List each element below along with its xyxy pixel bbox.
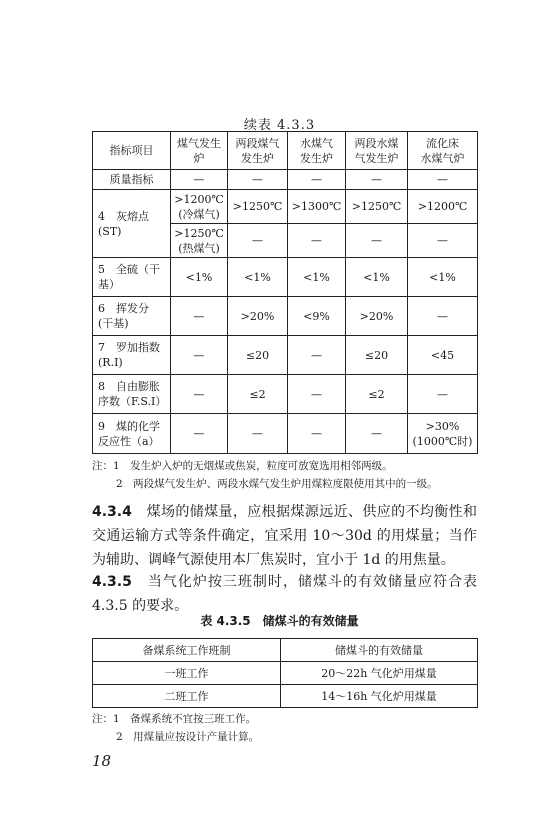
table-cell: >1250℃ (热煤气) <box>171 224 228 258</box>
table-cell: ≤20 <box>228 336 288 375</box>
table-cell: >20% <box>346 297 408 336</box>
page-number: 18 <box>92 752 112 770</box>
table-cell: — <box>171 297 228 336</box>
table-note: 注：1 备煤系统不宜按三班工作。 <box>92 713 257 725</box>
table-caption-continued: 续表 4.3.3 <box>243 118 316 133</box>
table-cell: — <box>288 375 346 414</box>
table-cell: — <box>171 336 228 375</box>
header-cell: 两段水煤 气发生炉 <box>346 132 408 170</box>
table-cell: — <box>346 224 408 258</box>
table-cell: — <box>288 170 346 190</box>
table-cell: 一班工作 <box>93 662 281 685</box>
table-cell: 7 罗加指数 (R.I) <box>93 336 171 375</box>
table-cell: <9% <box>288 297 346 336</box>
table-cell: — <box>228 170 288 190</box>
table-row <box>93 170 478 190</box>
clause-text: 煤场的储煤量，应根据煤源远近、供应的不均衡性和交通运输方式等条件确定，宜采用 10～30d 的用煤量；当作为辅助、调峰气源使用本厂焦炭时，宜小于 1d 的用焦量。 <box>92 504 478 568</box>
clause-4-3-4 <box>92 500 477 572</box>
table-cell: >1200℃ <box>408 190 478 224</box>
clause-4-3-5 <box>92 570 477 618</box>
table-cell: — <box>171 375 228 414</box>
table-cell: 质量指标 <box>93 170 171 190</box>
clause-number: 4.3.5 <box>92 574 132 590</box>
header-cell: 流化床 水煤气炉 <box>408 132 478 170</box>
coal-bunker-storage-table <box>92 638 478 708</box>
table-cell: >1250℃ <box>228 190 288 224</box>
table-cell: — <box>408 375 478 414</box>
table-row <box>93 414 478 454</box>
table-note: 2 用煤量应按设计产量计算。 <box>116 731 260 743</box>
table-cell: <1% <box>288 258 346 297</box>
table-cell: <1% <box>346 258 408 297</box>
table-cell: 14～16h 气化炉用煤量 <box>281 685 478 708</box>
header-cell: 两段煤气 发生炉 <box>228 132 288 170</box>
table-header-row <box>93 132 478 170</box>
table-cell: ≤2 <box>346 375 408 414</box>
table-cell: — <box>228 414 288 454</box>
table-cell: — <box>288 414 346 454</box>
table-cell: ≤2 <box>228 375 288 414</box>
table-cell: — <box>171 414 228 454</box>
table-cell: 9 煤的化学 反应性（a） <box>93 414 171 454</box>
table-note: 2 两段煤气发生炉、两段水煤气发生炉用煤粒度限使用其中的一级。 <box>116 478 438 490</box>
table-row <box>93 375 478 414</box>
table-cell: >1250℃ <box>346 190 408 224</box>
table-cell: 20～22h 气化炉用煤量 <box>281 662 478 685</box>
table-row <box>93 685 478 708</box>
table-cell: 二班工作 <box>93 685 281 708</box>
table-cell: >30% (1000℃时) <box>408 414 478 454</box>
table-cell: <1% <box>408 258 478 297</box>
table-row <box>93 297 478 336</box>
table-cell: — <box>171 170 228 190</box>
clause-text: 当气化炉按三班制时，储煤斗的有效储量应符合表 4.3.5 的要求。 <box>92 574 478 614</box>
table-row <box>93 336 478 375</box>
clause-number: 4.3.4 <box>92 504 132 520</box>
table-row <box>93 190 478 224</box>
table-cell: 5 全硫（干 基） <box>93 258 171 297</box>
table-caption: 表 4.3.5 储煤斗的有效储量 <box>200 614 359 628</box>
table-cell: <1% <box>228 258 288 297</box>
table-cell: 6 挥发分 (干基) <box>93 297 171 336</box>
table-cell: 8 自由膨胀 序数（F.S.I） <box>93 375 171 414</box>
table-cell: — <box>228 224 288 258</box>
table-cell: ≤20 <box>346 336 408 375</box>
table-cell: <1% <box>171 258 228 297</box>
header-cell: 储煤斗的有效储量 <box>281 639 478 662</box>
header-cell: 水煤气 发生炉 <box>288 132 346 170</box>
table-header-row <box>93 639 478 662</box>
table-cell: — <box>288 336 346 375</box>
header-cell: 指标项目 <box>93 132 171 170</box>
table-cell: <45 <box>408 336 478 375</box>
table-row <box>93 258 478 297</box>
table-note: 注：1 发生炉入炉的无烟煤或焦炭，粒度可放宽选用相邻两级。 <box>92 460 393 472</box>
header-cell: 煤气发生炉 <box>171 132 228 170</box>
table-cell: 4 灰熔点 (ST) <box>93 190 171 258</box>
table-cell: >1300℃ <box>288 190 346 224</box>
table-cell: >1200℃ (冷煤气) <box>171 190 228 224</box>
header-cell: 备煤系统工作班制 <box>93 639 281 662</box>
table-cell: — <box>408 297 478 336</box>
table-cell: >20% <box>228 297 288 336</box>
coal-quality-table <box>92 131 478 454</box>
table-cell: — <box>408 170 478 190</box>
table-cell: — <box>408 224 478 258</box>
table-cell: — <box>288 224 346 258</box>
table-row <box>93 662 478 685</box>
table-cell: — <box>346 414 408 454</box>
table-cell: — <box>346 170 408 190</box>
